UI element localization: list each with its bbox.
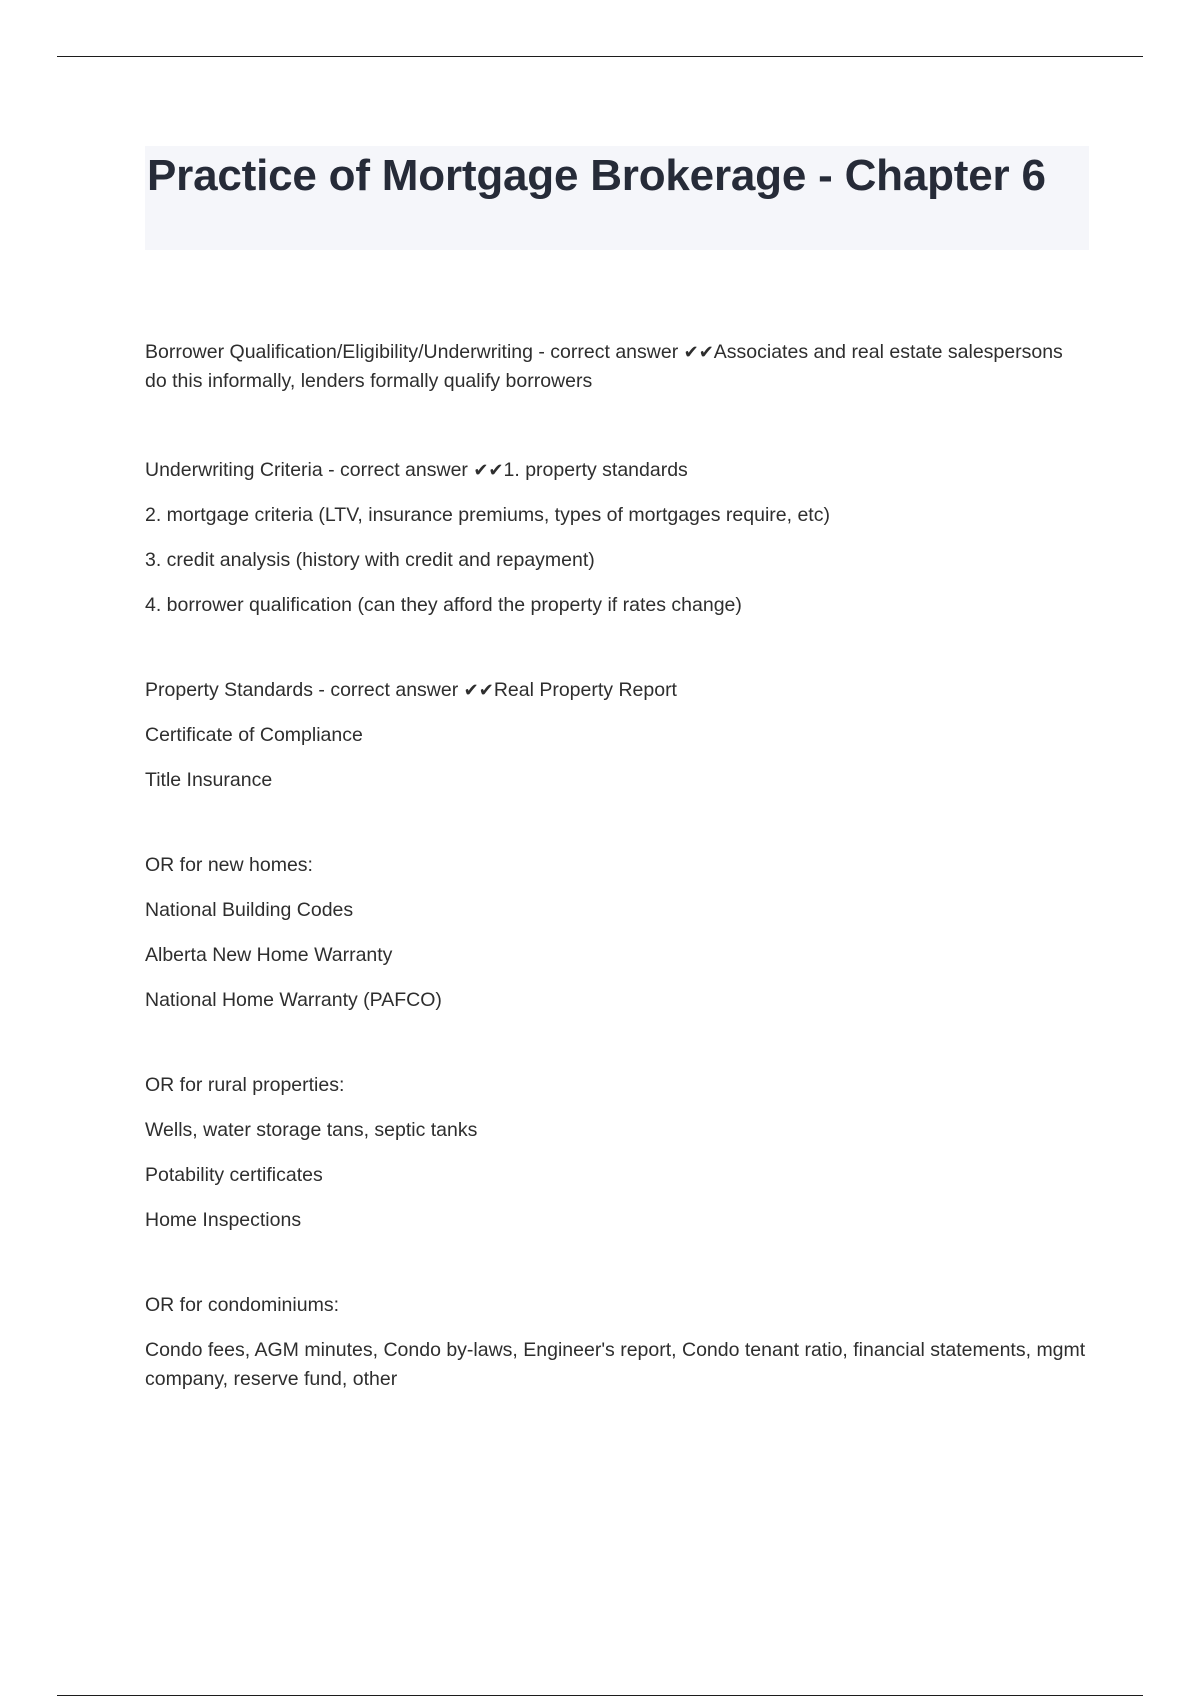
group-line: Home Inspections bbox=[145, 1209, 302, 1231]
check-mark-icon: ✔✔ bbox=[473, 460, 504, 481]
group-rural-properties bbox=[145, 1071, 1089, 1235]
group-line: Potability certificates bbox=[145, 1164, 323, 1186]
group-line: National Building Codes bbox=[145, 899, 354, 921]
answer-line: 3. credit analysis (history with credit and repayment) bbox=[145, 549, 595, 571]
qa-paragraph bbox=[145, 456, 1089, 485]
qa-paragraph bbox=[145, 676, 1089, 705]
qa-item-underwriting-criteria bbox=[145, 456, 1089, 620]
qa-answer: Real Property Report bbox=[493, 679, 677, 701]
group-line: Alberta New Home Warranty bbox=[145, 944, 393, 966]
group-line: Condo fees, AGM minutes, Condo by-laws, Engineer's report, Condo tenant ratio, financial statements, mgmt company, reserve fund, other bbox=[145, 1339, 1086, 1390]
answer-line: 2. mortgage criteria (LTV, insurance premiums, types of mortgages require, etc) bbox=[145, 504, 830, 526]
answer-line: Title Insurance bbox=[145, 769, 273, 791]
top-rule bbox=[57, 56, 1143, 57]
bottom-rule bbox=[57, 1695, 1143, 1696]
qa-item-borrower-qualification bbox=[145, 338, 1089, 396]
qa-term: Underwriting Criteria - correct answer bbox=[145, 459, 474, 481]
document-body bbox=[145, 146, 1089, 1450]
group-line: National Home Warranty (PAFCO) bbox=[145, 989, 442, 1011]
document-title: Practice of Mortgage Brokerage - Chapter 6 bbox=[147, 151, 1046, 200]
group-heading: OR for rural properties: bbox=[145, 1074, 345, 1096]
group-condominiums bbox=[145, 1291, 1089, 1394]
answer-line: 4. borrower qualification (can they afford the property if rates change) bbox=[145, 594, 742, 616]
qa-term: Borrower Qualification/Eligibility/Underwriting - correct answer bbox=[145, 341, 684, 363]
group-heading: OR for new homes: bbox=[145, 854, 313, 876]
group-new-homes bbox=[145, 851, 1089, 1015]
title-banner bbox=[145, 146, 1089, 250]
group-heading: OR for condominiums: bbox=[145, 1294, 339, 1316]
qa-term: Property Standards - correct answer bbox=[145, 679, 464, 701]
check-mark-icon: ✔✔ bbox=[463, 680, 494, 701]
qa-item-property-standards bbox=[145, 676, 1089, 795]
answer-line: Certificate of Compliance bbox=[145, 724, 363, 746]
check-mark-icon: ✔✔ bbox=[683, 342, 714, 363]
qa-list bbox=[145, 338, 1089, 1394]
qa-paragraph bbox=[145, 338, 1089, 396]
qa-answer: 1. property standards bbox=[503, 459, 688, 481]
qa-answer: Associates and real estate salespersons do this informally, lenders formally qualify borrowers bbox=[145, 341, 1063, 392]
group-line: Wells, water storage tans, septic tanks bbox=[145, 1119, 478, 1141]
